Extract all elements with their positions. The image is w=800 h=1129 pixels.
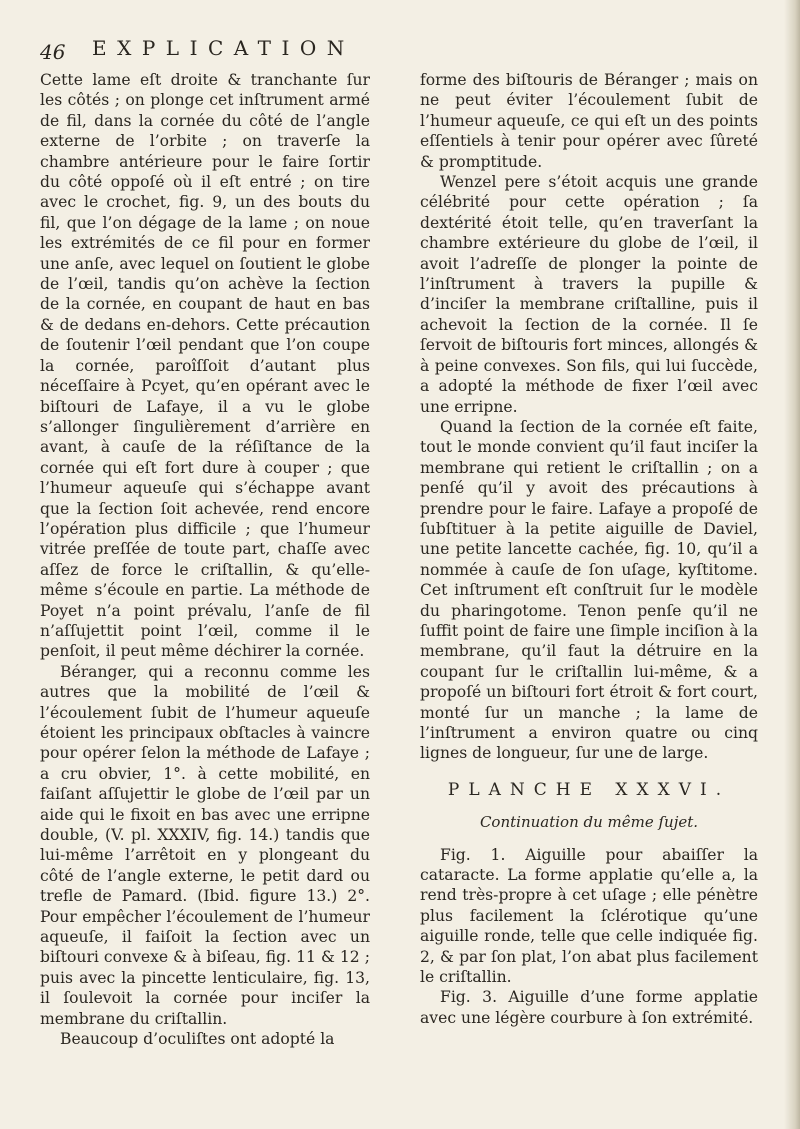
- paragraph: forme des biſtouris de Béranger ; mais on ne peut éviter l’écoulement ſubit de l’humeur aqueuſe, ce qui eſt un des points eſſentiels à tenir pour opérer avec ſûreté & promptitude.: [420, 71, 758, 171]
- paragraph: Cette lame eſt droite & tranchante ſur les côtés ; on plonge cet inſtrument armé de fil, dans la cornée du côté de l’angle externe de l’orbite ; on traverſe la chambre antérieure pour le faire ſortir du côté oppoſé où il eſt entré ; on tire avec le crochet, fig. 9, un des bouts du fil, que l’on dégage de la lame ; on noue les extrémités de ce fil pour en former une anſe, avec lequel on ſoutient le globe de l’œil, tandis qu’on achève la ſection de la cornée, en coupant de haut en bas & de dedans en-dehors. Cette précaution de ſoutenir l’œil pendant que l’on coupe la cornée, paroîſſoit d’autant plus néceſſaire à Pcyet, qu’en opérant avec le biſtouri de Lafaye, il a vu le globe s’allonger ſingulièrement d’arrière en avant, à cauſe de la réſiſtance de la cornée qui eſt fort dure à couper ; que l’humeur aqueuſe qui s’échappe avant que la ſection ſoit achevée, rend encore l’opération plus difficile ; que l’humeur vitrée preſſée de toute part, chaſſe avec aſſez de force le criſtallin, & qu’elle-même s’écoule en partie. La méthode de Poyet n’a point prévalu, l’anſe de fil n’aſſujettit point l’œil, comme il le penſoit, il peut même déchirer la cornée.: [40, 71, 370, 661]
- page-edge-shadow: [784, 0, 800, 1129]
- paragraph: Fig. 3. Aiguille d’une forme applatie avec une légère courbure à ſon extrémité.: [420, 988, 758, 1027]
- page-number: 46: [40, 40, 66, 64]
- paragraph: Wenzel pere s’étoit acquis une grande célébrité pour cette opération ; ſa dextérité étoit telle, qu’en traverſant la chambre extérieure du globe de l’œil, il avoit l’adreſſe de plonger la pointe de l’inſtrument à travers la pupille & d’inciſer la membrane criſtalline, puis il achevoit la ſection de la cornée. Il ſe ſervoit de biſtouris fort minces, allongés & à peine convexes. Son fils, qui lui ſuccède, a adopté la méthode de fixer l’œil avec une erripne.: [420, 173, 758, 416]
- paragraph: Quand la ſection de la cornée eſt faite, tout le monde convient qu’il faut inciſer la membrane qui retient le criſtallin ; on a penſé qu’il y avoit des précautions à prendre pour le faire. Lafaye a propoſé de ſubſtituer à la petite aiguille de Daviel, une petite lancette cachée, fig. 10, qu’il a nommée à cauſe de ſon uſage, kyſtitome. Cet inſtrument eſt conſtruit ſur le modèle du pharingotome. Tenon penſe qu’il ne ſuffit point de faire une ſimple inciſion à la membrane, qu’il faut la détruire en la coupant ſur le criſtallin lui-même, & a propoſé un biſtouri fort étroit & fort court, monté ſur un manche ; la lame de l’inſtrument a environ quatre ou cinq lignes de longueur, ſur une de large.: [420, 417, 758, 763]
- section-title: Continuation du même ſujet.: [479, 813, 699, 832]
- left-column: [40, 70, 370, 1050]
- right-column: [420, 70, 758, 1028]
- plate-title: PLANCHE XXXVI.: [447, 779, 731, 800]
- paragraph: Fig. 1. Aiguille pour abaiſſer la cataracte. La forme applatie qu’elle a, la rend très-propre à cet uſage ; elle pénètre plus facilement la ſclérotique qu’une aiguille ronde, telle que celle indiquée fig. 2, & par ſon plat, l’on abat plus facilement le criſtallin.: [420, 845, 758, 987]
- paragraph: Béranger, qui a reconnu comme les autres que la mobilité de l’œil & l’écoulement ſubit de l’humeur aqueuſe étoient les principaux obſtacles à vaincre pour opérer ſelon la méthode de Lafaye ; a cru obvier, 1°. à cette mobilité, en faiſant aſſujettir le globe de l’œil par un aide qui le fixoit en bas avec une erripne double, (V. pl. XXXIV, fig. 14.) tandis que lui-même l’arrêtoit en y plongeant du côté de l’angle externe, le petit dard ou trefle de Pamard. (Ibid. figure 13.) 2°. Pour empêcher l’écoulement de l’humeur aqueuſe, il faiſoit la ſection avec un biſtouri convexe & à biſeau, fig. 11 & 12 ; puis avec la pincette lenticulaire, fig. 13, il ſoulevoit la cornée pour inciſer la membrane du criſtallin.: [40, 662, 370, 1028]
- paragraph: Beaucoup d’oculiſtes ont adopté la: [60, 1030, 335, 1049]
- running-head: EXPLICATION: [92, 36, 355, 60]
